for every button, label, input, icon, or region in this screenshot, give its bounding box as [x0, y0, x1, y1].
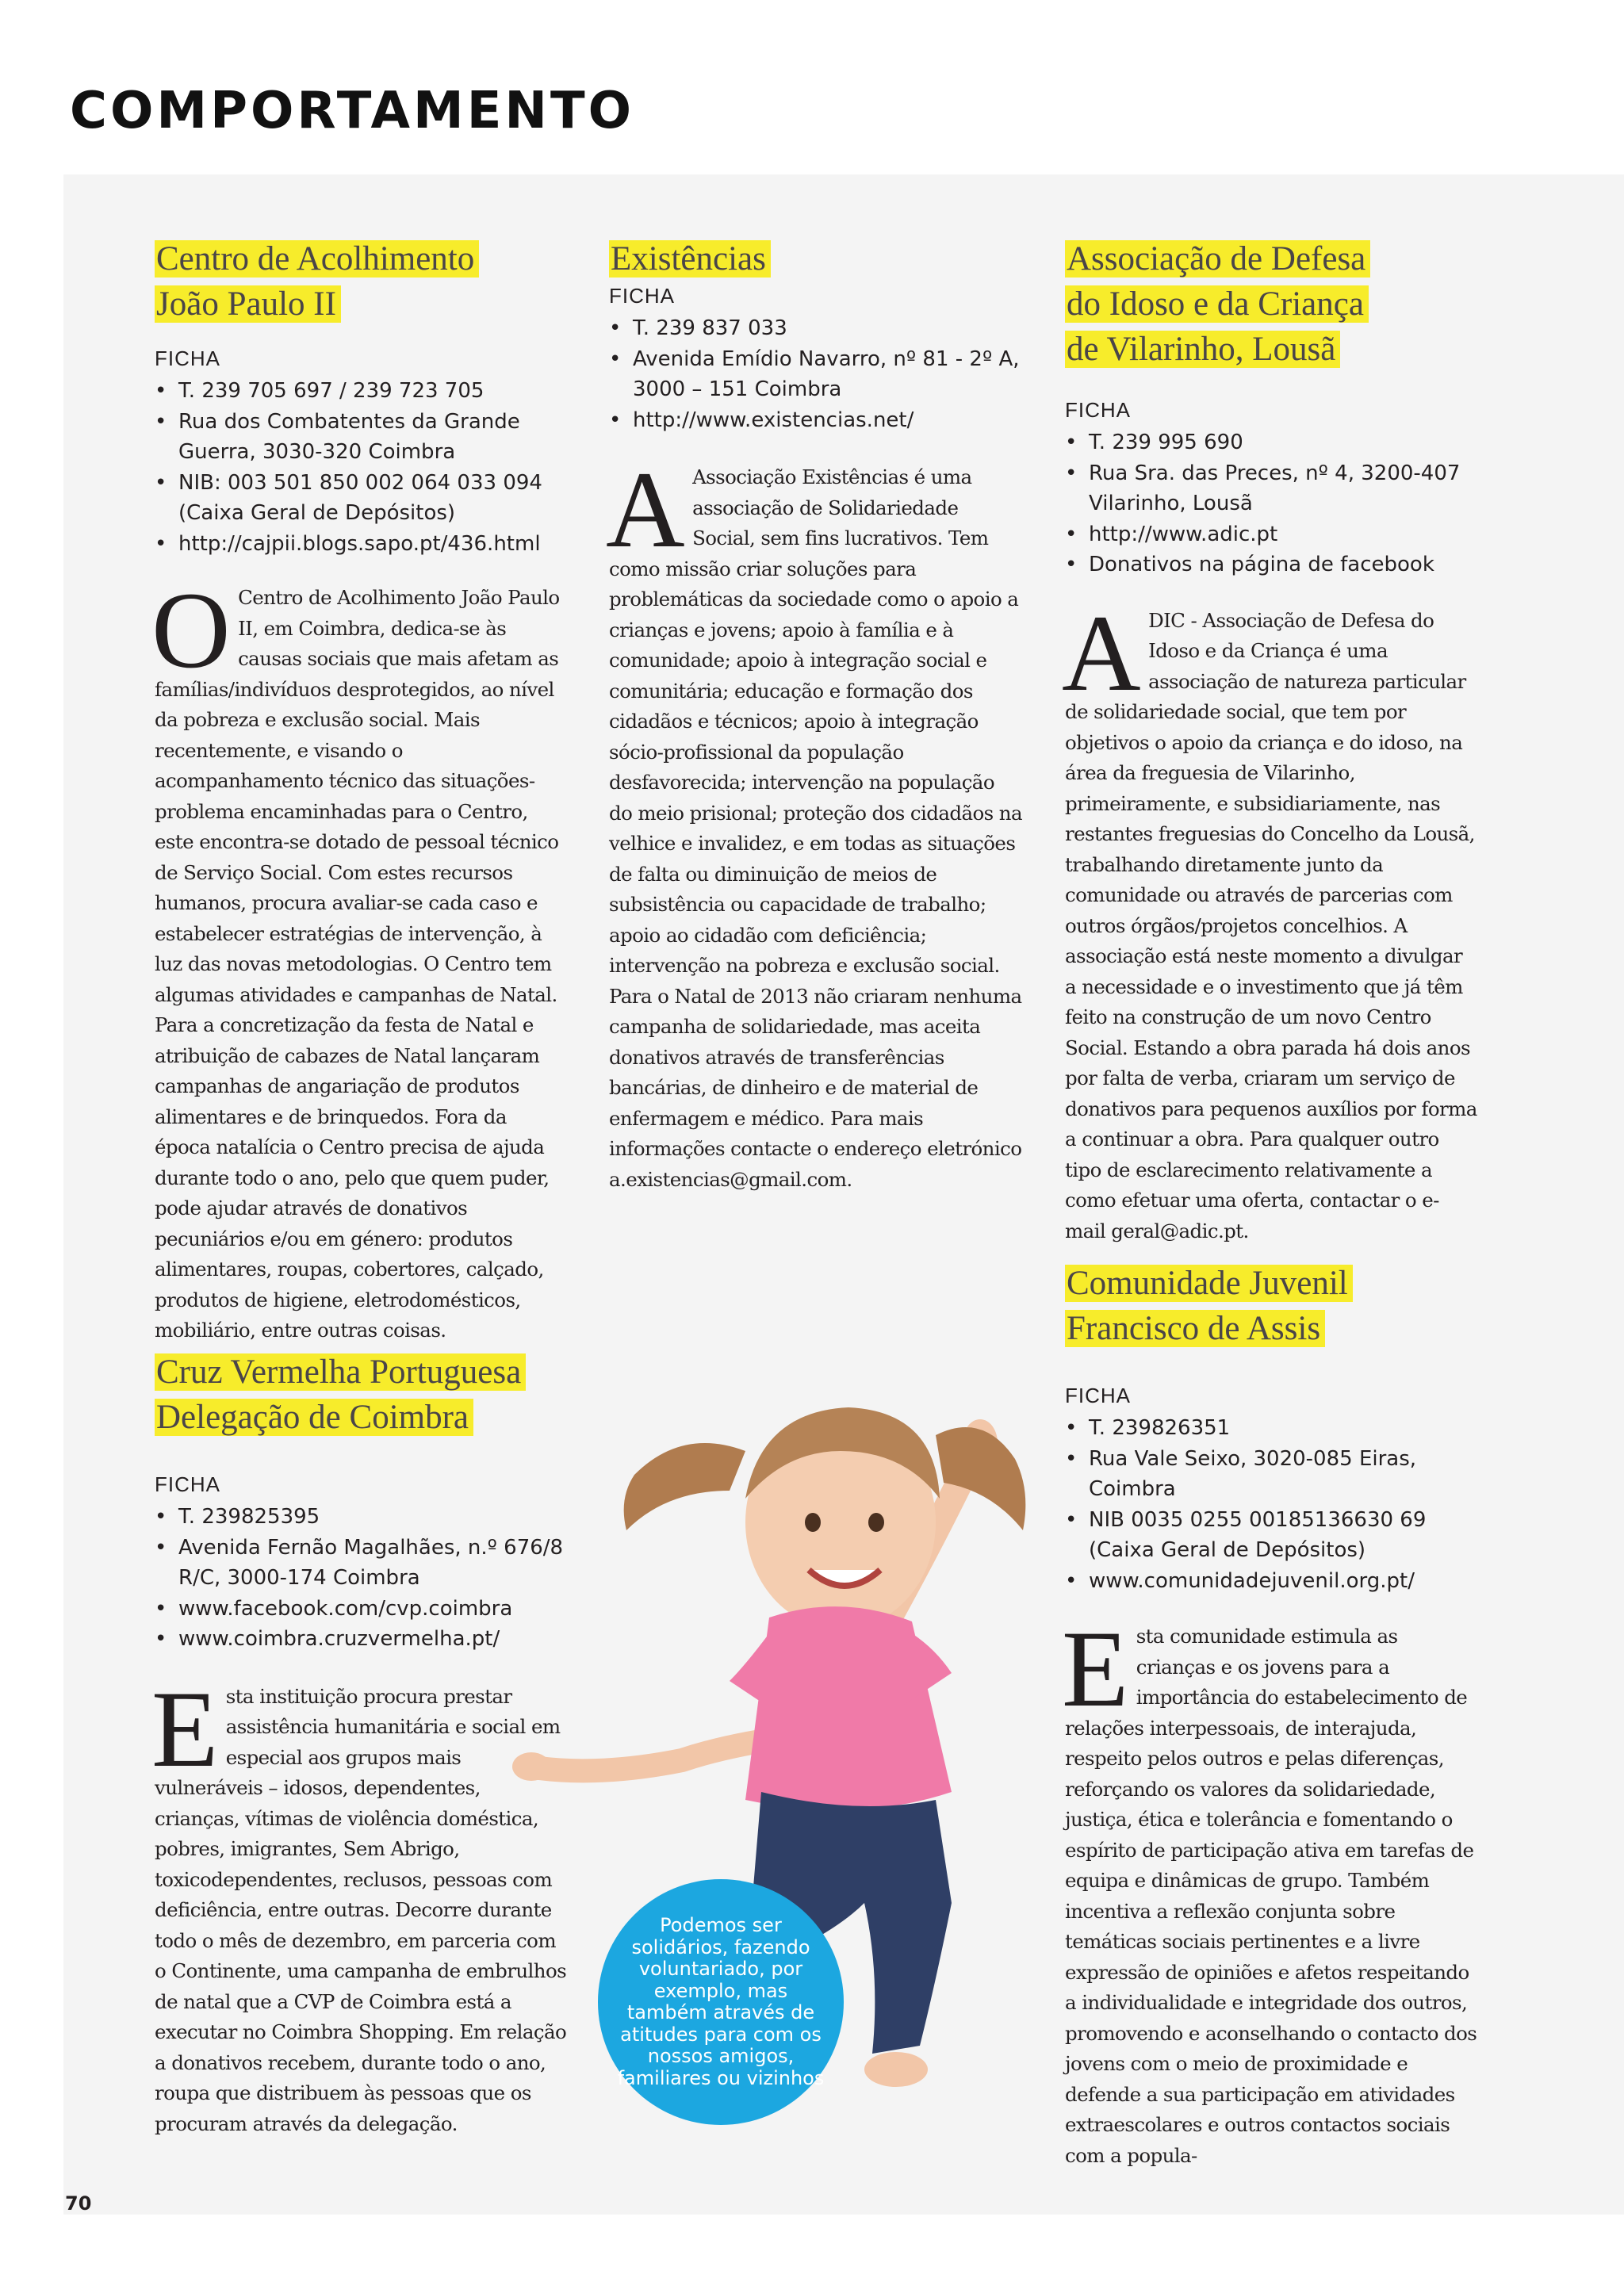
ficha-nib: • NIB 0035 0255 00185136630 69 (Caixa Geral de Depósitos)	[1065, 1505, 1477, 1566]
ficha-address: • Rua Vale Seixo, 3020-085 Eiras, Coimbra	[1065, 1444, 1477, 1505]
ficha-label: FICHA	[155, 346, 220, 370]
ficha-list	[609, 313, 1023, 435]
ficha-phone: • T. 239826351	[1065, 1413, 1477, 1444]
org-heading-line: Comunidade Juvenil	[1065, 1265, 1353, 1302]
drop-cap: A	[1062, 592, 1141, 714]
org-heading	[155, 1350, 567, 1440]
org-centro-acolhimento	[151, 236, 567, 1346]
org-comunidade-juvenil	[1062, 1261, 1477, 2171]
org-heading-line: Centro de Acolhimento	[155, 240, 479, 278]
ficha-list	[155, 1502, 567, 1655]
org-cruz-vermelha	[151, 1350, 567, 2139]
ficha-label: FICHA	[155, 1472, 220, 1496]
org-description	[606, 449, 1023, 1195]
ficha-facebook-note: • Donativos na página de facebook	[1065, 549, 1477, 580]
ficha-label: FICHA	[1065, 1384, 1131, 1407]
drop-cap: E	[1062, 1608, 1128, 1729]
ficha-list	[1065, 1413, 1477, 1596]
org-heading	[1065, 236, 1477, 372]
org-description-text: DIC - Associação de Defesa do Idoso e da Criança é uma associação de natureza particular de solidariedade social, que tem por objetivos o apoio da criança e do idoso, na área da freguesia de Vilarinho, primeiramente, e subsidiariamente, nas restantes freguesias do Concelho da Lousã, trabalhando diretamente junto da comunidade ou através de parcerias com outros órgãos/projetos concelhios. A associação está neste momento a divulgar a necessidade e o investimento que já têm feito na construção de um novo Centro Social. Estando a obra parada há dois anos por falta de verba, criaram um serviço de donativos para pequenos auxílios por forma a continuar a obra. Para qualquer outro tipo de esclarecimento relativamente a como efetuar uma oferta, contactar o e-mail geral@adic.pt.	[1065, 608, 1477, 1242]
ficha-label: FICHA	[1065, 398, 1131, 422]
org-heading-line: do Idoso e da Criança	[1065, 285, 1369, 323]
org-existencias	[606, 236, 1023, 1195]
org-description-text: Associação Existências é uma associação de Solidariedade Social, sem fins lucrativos. Tem como missão criar soluções para problemáticas da sociedade como o apoio a crianças e jovens; apoio à família e à comunidade; apoio à integração social e comunitária; educação e formação dos cidadãos e técnicos; apoio à integração sócio-profissional da população desfavorecida; intervenção na população do meio prisional; proteção dos cidadãos na velhice e invalidez, e em todas as situações de falta ou diminuição de meios de subsistência ou capacidade de trabalho; apoio ao cidadão com deficiência; intervenção na pobreza e exclusão social. Para o Natal de 2013 não criaram nenhuma campanha de solidariedade, mas aceita donativos através de transferências bancárias, de dinheiro e de material de enfermagem e médico. Para mais informações contacte o endereço eletrónico a.existencias@gmail.com.	[609, 465, 1022, 1191]
org-heading-line: Existências	[609, 240, 771, 278]
ficha-phone: • T. 239 995 690	[1065, 427, 1477, 458]
ficha-website-link[interactable]: • www.comunidadejuvenil.org.pt/	[1065, 1566, 1477, 1597]
org-heading	[1065, 1261, 1477, 1351]
org-heading-line: Francisco de Assis	[1065, 1310, 1325, 1347]
org-heading-line: João Paulo II	[155, 285, 341, 323]
org-description	[1062, 1608, 1477, 2171]
quote-bubble	[598, 1879, 844, 2125]
section-title: COMPORTAMENTO	[70, 82, 635, 140]
ficha-address: • Rua dos Combatentes da Grande Guerra, 3030-320 Coimbra	[155, 407, 567, 468]
org-heading-line: de Vilarinho, Lousã	[1065, 331, 1340, 368]
ficha-website-link[interactable]: • http://www.existencias.net/	[609, 405, 1023, 436]
org-description	[151, 569, 567, 1346]
org-heading	[609, 236, 1023, 281]
drop-cap: A	[606, 449, 685, 570]
org-description	[1062, 592, 1477, 1247]
drop-cap: E	[151, 1667, 218, 1790]
ficha-nib: • NIB: 003 501 850 002 064 033 094 (Caixa Geral de Depósitos)	[155, 468, 567, 529]
org-description	[151, 1667, 567, 2140]
ficha-facebook-link[interactable]: • www.facebook.com/cvp.coimbra	[155, 1594, 567, 1625]
ficha-website-link[interactable]: • http://cajpii.blogs.sapo.pt/436.html	[155, 529, 567, 560]
ficha-phone: • T. 239825395	[155, 1502, 567, 1533]
org-description-text: sta instituição procura prestar assistência humanitária e social em especial aos grupos mais vulneráveis – idosos, dependentes, crianças, vítimas de violência doméstica, pobres, imigrantes, Sem Abrigo, toxicodependentes, reclusos, pessoas com deficiência, entre outras. Decorre durante todo o mês de dezembro, em parceria com o Continente, uma campanha de embrulhos de natal que a CVP de Coimbra está a executar no Coimbra Shopping. Em relação a donativos recebem, durante todo o ano, roupa que distribuem às pessoas que os procuram através da delegação.	[155, 1684, 567, 2135]
quote-bubble-text: Podemos ser solidários, fazendo voluntariado, por exemplo, mas também através de atitudes para com os nossos amigos, familiares ou vizinhos	[617, 1914, 825, 2089]
org-heading-line: Cruz Vermelha Portuguesa	[155, 1353, 526, 1391]
ficha-phone: • T. 239 837 033	[609, 313, 1023, 344]
ficha-address: • Avenida Emídio Navarro, nº 81 - 2º A, 3000 – 151 Coimbra	[609, 344, 1023, 405]
ficha-phone: • T. 239 705 697 / 239 723 705	[155, 376, 567, 407]
org-heading-line: Delegação de Coimbra	[155, 1399, 473, 1436]
ficha-website-link[interactable]: • www.coimbra.cruzvermelha.pt/	[155, 1624, 567, 1655]
ficha-address: • Rua Sra. das Preces, nº 4, 3200-407 Vilarinho, Lousã	[1065, 458, 1477, 519]
page-number: 70	[65, 2192, 92, 2215]
ficha-website-link[interactable]: • http://www.adic.pt	[1065, 519, 1477, 550]
org-heading	[155, 236, 567, 327]
org-heading-line: Associação de Defesa	[1065, 240, 1370, 278]
drop-cap: O	[151, 569, 231, 691]
org-description-text: sta comunidade estimula as crianças e os jovens para a importância do estabelecimento de relações interpessoais, de interajuda, respeito pelos outros e pelas diferenças, reforçando os valores da solidariedade, justiça, ética e tolerância e fomentando o espírito de participação ativa em tarefas de equipa e dinâmicas de grupo. Também incentiva a reflexão conjunta sobre temáticas sociais pertinentes e a livre expressão de opiniões e afetos respeitando a individualidade e integridade dos outros, promovendo e aconselhando o contacto dos jovens com o meio de proximidade e defende a sua participação em atividades extraescolares e outros contactos sociais com a popula-	[1065, 1625, 1477, 2167]
org-adic	[1062, 236, 1477, 1246]
ficha-address: • Avenida Fernão Magalhães, n.º 676/8 R/C, 3000-174 Coimbra	[155, 1533, 567, 1594]
ficha-list	[155, 376, 567, 559]
ficha-list	[1065, 427, 1477, 580]
ficha-label: FICHA	[609, 284, 675, 308]
org-description-text: Centro de Acolhimento João Paulo II, em Coimbra, dedica-se às causas sociais que mais afetam as famílias/indivíduos desprotegidos, ao nível da pobreza e exclusão social. Mais recentemente, e visando o acompanhamento técnico das situações-problema encaminhadas para o Centro, este encontra-se dotado de pessoal técnico de Serviço Social. Com estes recursos humanos, procura avaliar-se cada caso e estabelecer estratégias de intervenção, à luz das novas metodologias. O Centro tem algumas atividades e campanhas de Natal. Para a concretização da festa de Natal e atribuição de cabazes de Natal lançaram campanhas de angariação de produtos alimentares e de brinquedos. Fora da época natalícia o Centro precisa de ajuda durante todo o ano, pelo que quem puder, pode ajudar através de donativos pecuniários e/ou em género: produtos alimentares, roupas, cobertores, calçado, produtos de higiene, eletrodomésticos, mobiliário, entre outras coisas.	[155, 586, 560, 1342]
